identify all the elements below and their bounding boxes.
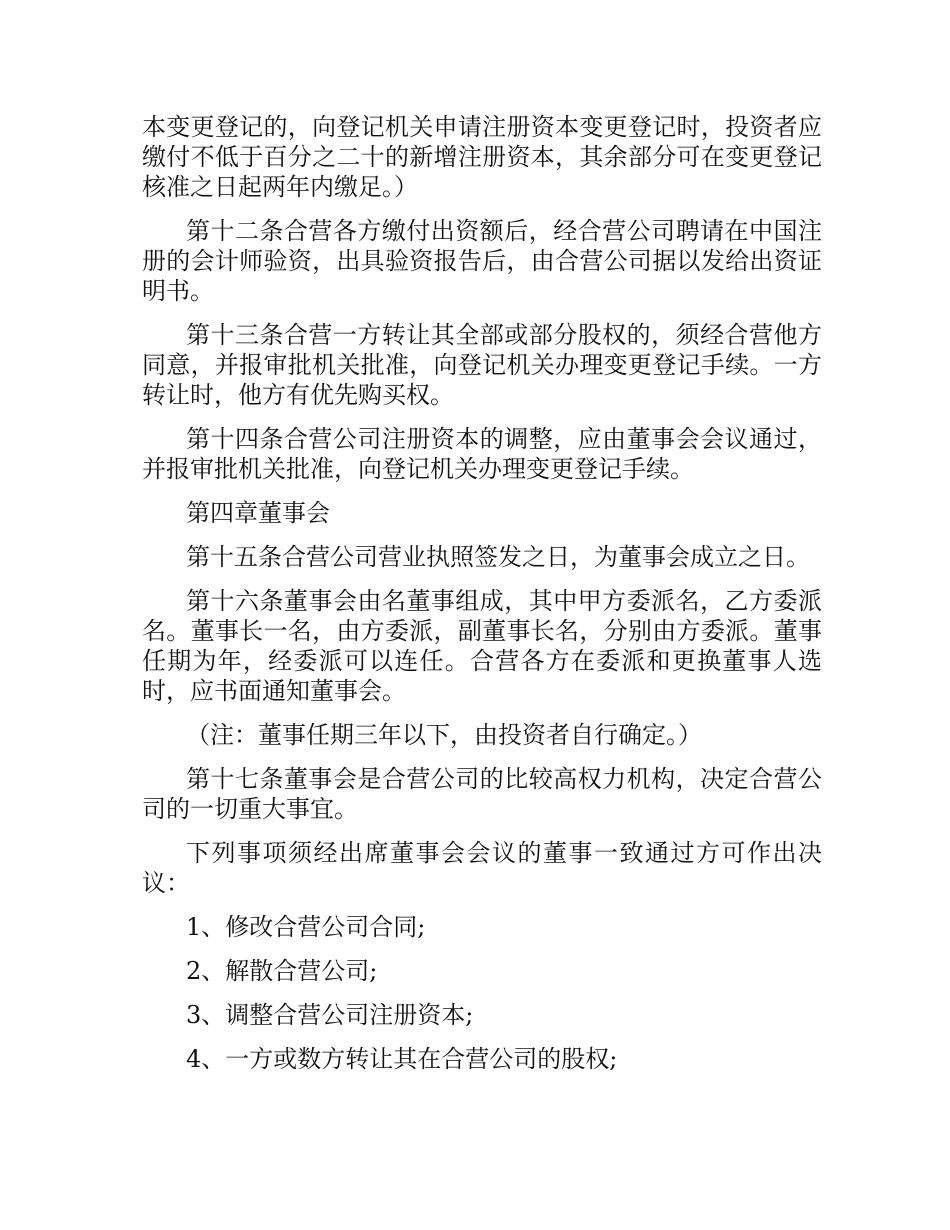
paragraph-article-14: 第十四条合营公司注册资本的调整，应由董事会会议通过，并报审批机关批准，向登记机关办理变更登记手续。 [142, 425, 822, 483]
list-item: 3、调整合营公司注册资本; [186, 1001, 474, 1029]
paragraph-article-15: 第十五条合营公司营业执照签发之日，为董事会成立之日。 [186, 543, 810, 571]
paragraph-article-16: 第十六条董事会由名董事组成，其中甲方委派名，乙方委派名。董事长一名，由方委派，副董事长名，分别由方委派。董事任期为年，经委派可以连任。合营各方在委派和更换董事人选时，应书面通知董事会。 [142, 587, 822, 705]
list-item: 2、解散合营公司; [186, 957, 378, 985]
paragraph-article-12: 第十二条合营各方缴付出资额后，经合营公司聘请在中国注册的会计师验资，出具验资报告后，由合营公司据以发给出资证明书。 [142, 217, 822, 305]
list-item: 4、一方或数方转让其在合营公司的股权; [186, 1045, 618, 1073]
paragraph-article-13: 第十三条合营一方转让其全部或部分股权的，须经合营他方同意，并报审批机关批准，向登记机关办理变更登记手续。一方转让时，他方有优先购买权。 [142, 321, 822, 409]
paragraph-article-17: 第十七条董事会是合营公司的比较高权力机构，决定合营公司的一切重大事宜。 [142, 765, 822, 823]
paragraph-continuation: 本变更登记的，向登记机关申请注册资本变更登记时，投资者应缴付不低于百分之二十的新增注册资本，其余部分可在变更登记核准之日起两年内缴足。） [142, 113, 822, 201]
paragraph-resolution-intro: 下列事项须经出席董事会会议的董事一致通过方可作出决议： [142, 839, 822, 897]
document-page [142, 112, 822, 1088]
chapter-heading: 第四章董事会 [186, 499, 330, 527]
list-item: 1、修改合营公司合同; [186, 913, 426, 941]
paragraph-note: （注：董事任期三年以下，由投资者自行确定。） [186, 721, 702, 749]
